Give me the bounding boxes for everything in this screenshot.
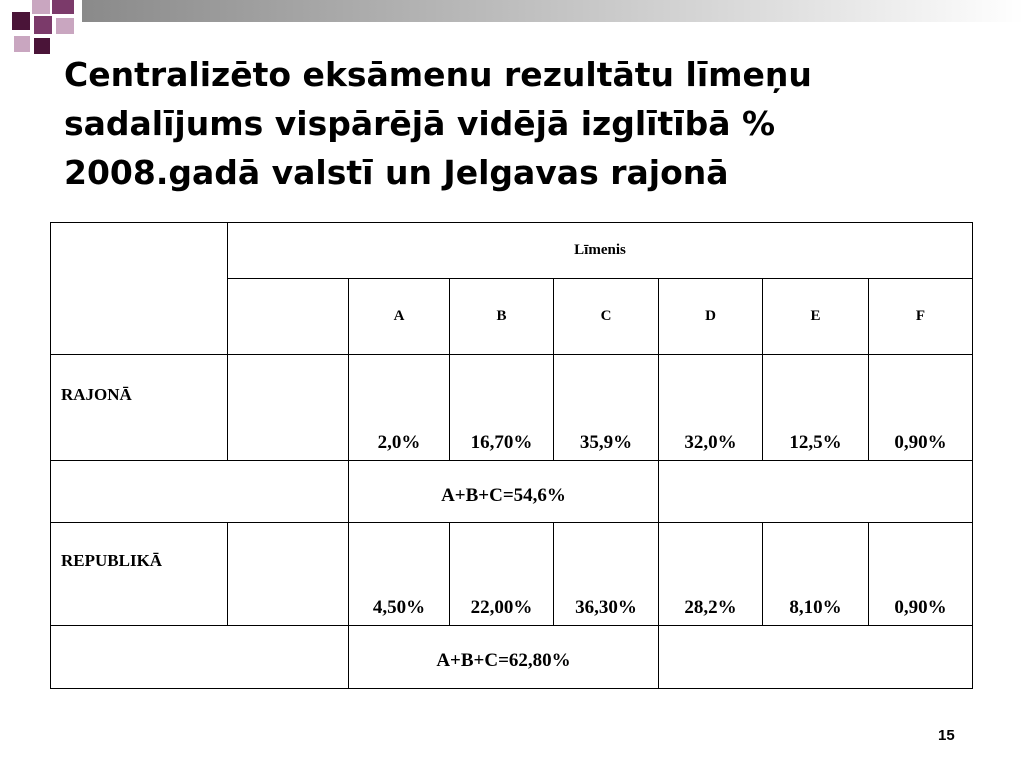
level-header: Līmenis bbox=[228, 223, 973, 279]
value-cell: 0,90% bbox=[869, 355, 973, 461]
deco-square bbox=[12, 12, 30, 30]
results-table bbox=[50, 222, 973, 689]
value-cell: 16,70% bbox=[450, 355, 554, 461]
empty-cell bbox=[228, 279, 349, 355]
table-row bbox=[51, 626, 973, 689]
value-cell: 0,90% bbox=[869, 523, 973, 626]
row-label-rajona: RAJONĀ bbox=[51, 355, 228, 461]
value-cell: 12,5% bbox=[763, 355, 869, 461]
deco-square bbox=[34, 38, 50, 54]
column-header-d: D bbox=[659, 279, 763, 355]
empty-cell bbox=[659, 626, 973, 689]
empty-cell bbox=[228, 523, 349, 626]
table-row bbox=[51, 523, 973, 626]
value-cell: 2,0% bbox=[349, 355, 450, 461]
sum-cell-republika: A+B+C=62,80% bbox=[349, 626, 659, 689]
value-cell: 8,10% bbox=[763, 523, 869, 626]
value-cell: 36,30% bbox=[554, 523, 659, 626]
empty-cell bbox=[228, 355, 349, 461]
title-line: sadalījums vispārējā vidējā izglītībā % bbox=[64, 104, 776, 143]
value-cell: 22,00% bbox=[450, 523, 554, 626]
deco-square bbox=[34, 16, 52, 34]
empty-cell bbox=[659, 461, 973, 523]
deco-square bbox=[14, 36, 30, 52]
value-cell: 32,0% bbox=[659, 355, 763, 461]
sum-cell-rajona: A+B+C=54,6% bbox=[349, 461, 659, 523]
deco-square bbox=[52, 0, 74, 14]
column-header-e: E bbox=[763, 279, 869, 355]
empty-cell bbox=[51, 626, 349, 689]
slide-title bbox=[64, 50, 964, 197]
value-cell: 4,50% bbox=[349, 523, 450, 626]
row-label-republika: REPUBLIKĀ bbox=[51, 523, 228, 626]
value-cell: 28,2% bbox=[659, 523, 763, 626]
table-row bbox=[51, 355, 973, 461]
deco-square bbox=[56, 18, 74, 34]
corner-cell bbox=[51, 223, 228, 355]
deco-square bbox=[32, 0, 50, 14]
column-header-a: A bbox=[349, 279, 450, 355]
title-line: 2008.gadā valstī un Jelgavas rajonā bbox=[64, 153, 729, 192]
page-number: 15 bbox=[938, 727, 955, 744]
column-header-f: F bbox=[869, 279, 973, 355]
title-line: Centralizēto eksāmenu rezultātu līmeņu bbox=[64, 55, 812, 94]
column-header-c: C bbox=[554, 279, 659, 355]
top-gradient-bar bbox=[82, 0, 1024, 22]
value-cell: 35,9% bbox=[554, 355, 659, 461]
empty-cell bbox=[51, 461, 349, 523]
table-row bbox=[51, 461, 973, 523]
column-header-b: B bbox=[450, 279, 554, 355]
